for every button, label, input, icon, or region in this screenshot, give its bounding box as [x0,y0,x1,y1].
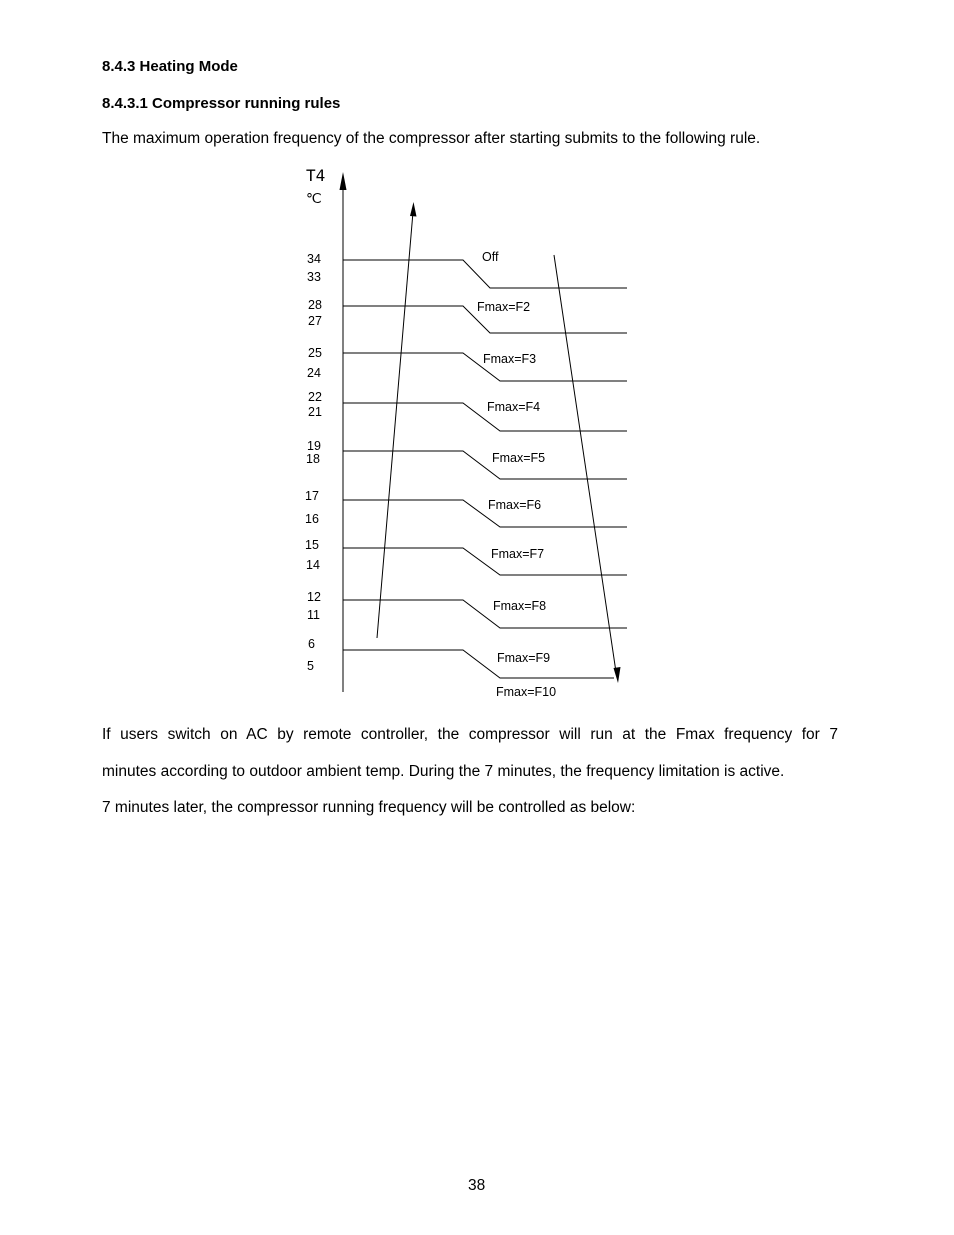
paragraph-line: minutes according to outdoor ambient temp. During the 7 minutes, the frequency limitation is active. [102,763,785,780]
level-label: Fmax=F6 [488,498,542,512]
level-label: Fmax=F2 [477,300,531,314]
tick-label: 24 [307,366,321,380]
paragraph-line: 7 minutes later, the compressor running frequency will be controlled as below: [102,799,636,816]
tick-label: 19 [307,439,321,453]
tick-label: 17 [305,489,319,503]
tick-label: 12 [307,590,321,604]
level-label: Fmax=F3 [483,352,537,366]
threshold-step-f9 [343,650,614,678]
tick-label: 6 [308,637,315,651]
section-heading: 8.4.3 Heating Mode [102,58,238,75]
level-label: Off [482,250,499,264]
tick-label: 33 [307,270,321,284]
axis-label-t4: T4 [306,166,326,185]
tick-label: 28 [308,298,322,312]
tick-label: 34 [307,252,321,266]
tick-label: 25 [308,346,322,360]
threshold-step-f6 [343,500,627,527]
tick-label: 14 [306,558,320,572]
axis-unit: ℃ [306,191,322,207]
tick-label: 5 [307,659,314,673]
tick-label: 15 [305,538,319,552]
tick-label: 22 [308,390,322,404]
tick-label: 21 [308,405,322,419]
page-number: 38 [468,1177,486,1194]
level-label: Fmax=F8 [493,599,547,613]
threshold-step-off [343,260,627,288]
rising-arrow-line [377,212,413,638]
level-label: Fmax=F9 [497,651,551,665]
subsection-heading: 8.4.3.1 Compressor running rules [102,95,341,112]
rising-arrowhead [410,202,417,217]
threshold-step-f7 [343,548,627,575]
threshold-step-f4 [343,403,627,431]
level-label: Fmax=F7 [491,547,545,561]
falling-arrowhead [614,667,621,683]
threshold-step-f8 [343,600,627,628]
paragraph-line: If users switch on AC by remote controller, the compressor will run at the Fmax frequency for 7 [102,726,838,743]
level-label: Fmax=F10 [496,685,557,699]
level-label: Fmax=F5 [492,451,546,465]
threshold-step-f5 [343,451,627,479]
falling-arrow-line [554,255,616,672]
tick-label: 18 [306,452,320,466]
tick-label: 11 [307,608,320,622]
tick-label: 16 [305,512,319,526]
intro-paragraph: The maximum operation frequency of the compressor after starting submits to the following rule. [102,130,761,147]
tick-label: 27 [308,314,322,328]
t4-axis-arrowhead [340,172,347,190]
level-label: Fmax=F4 [487,400,541,414]
